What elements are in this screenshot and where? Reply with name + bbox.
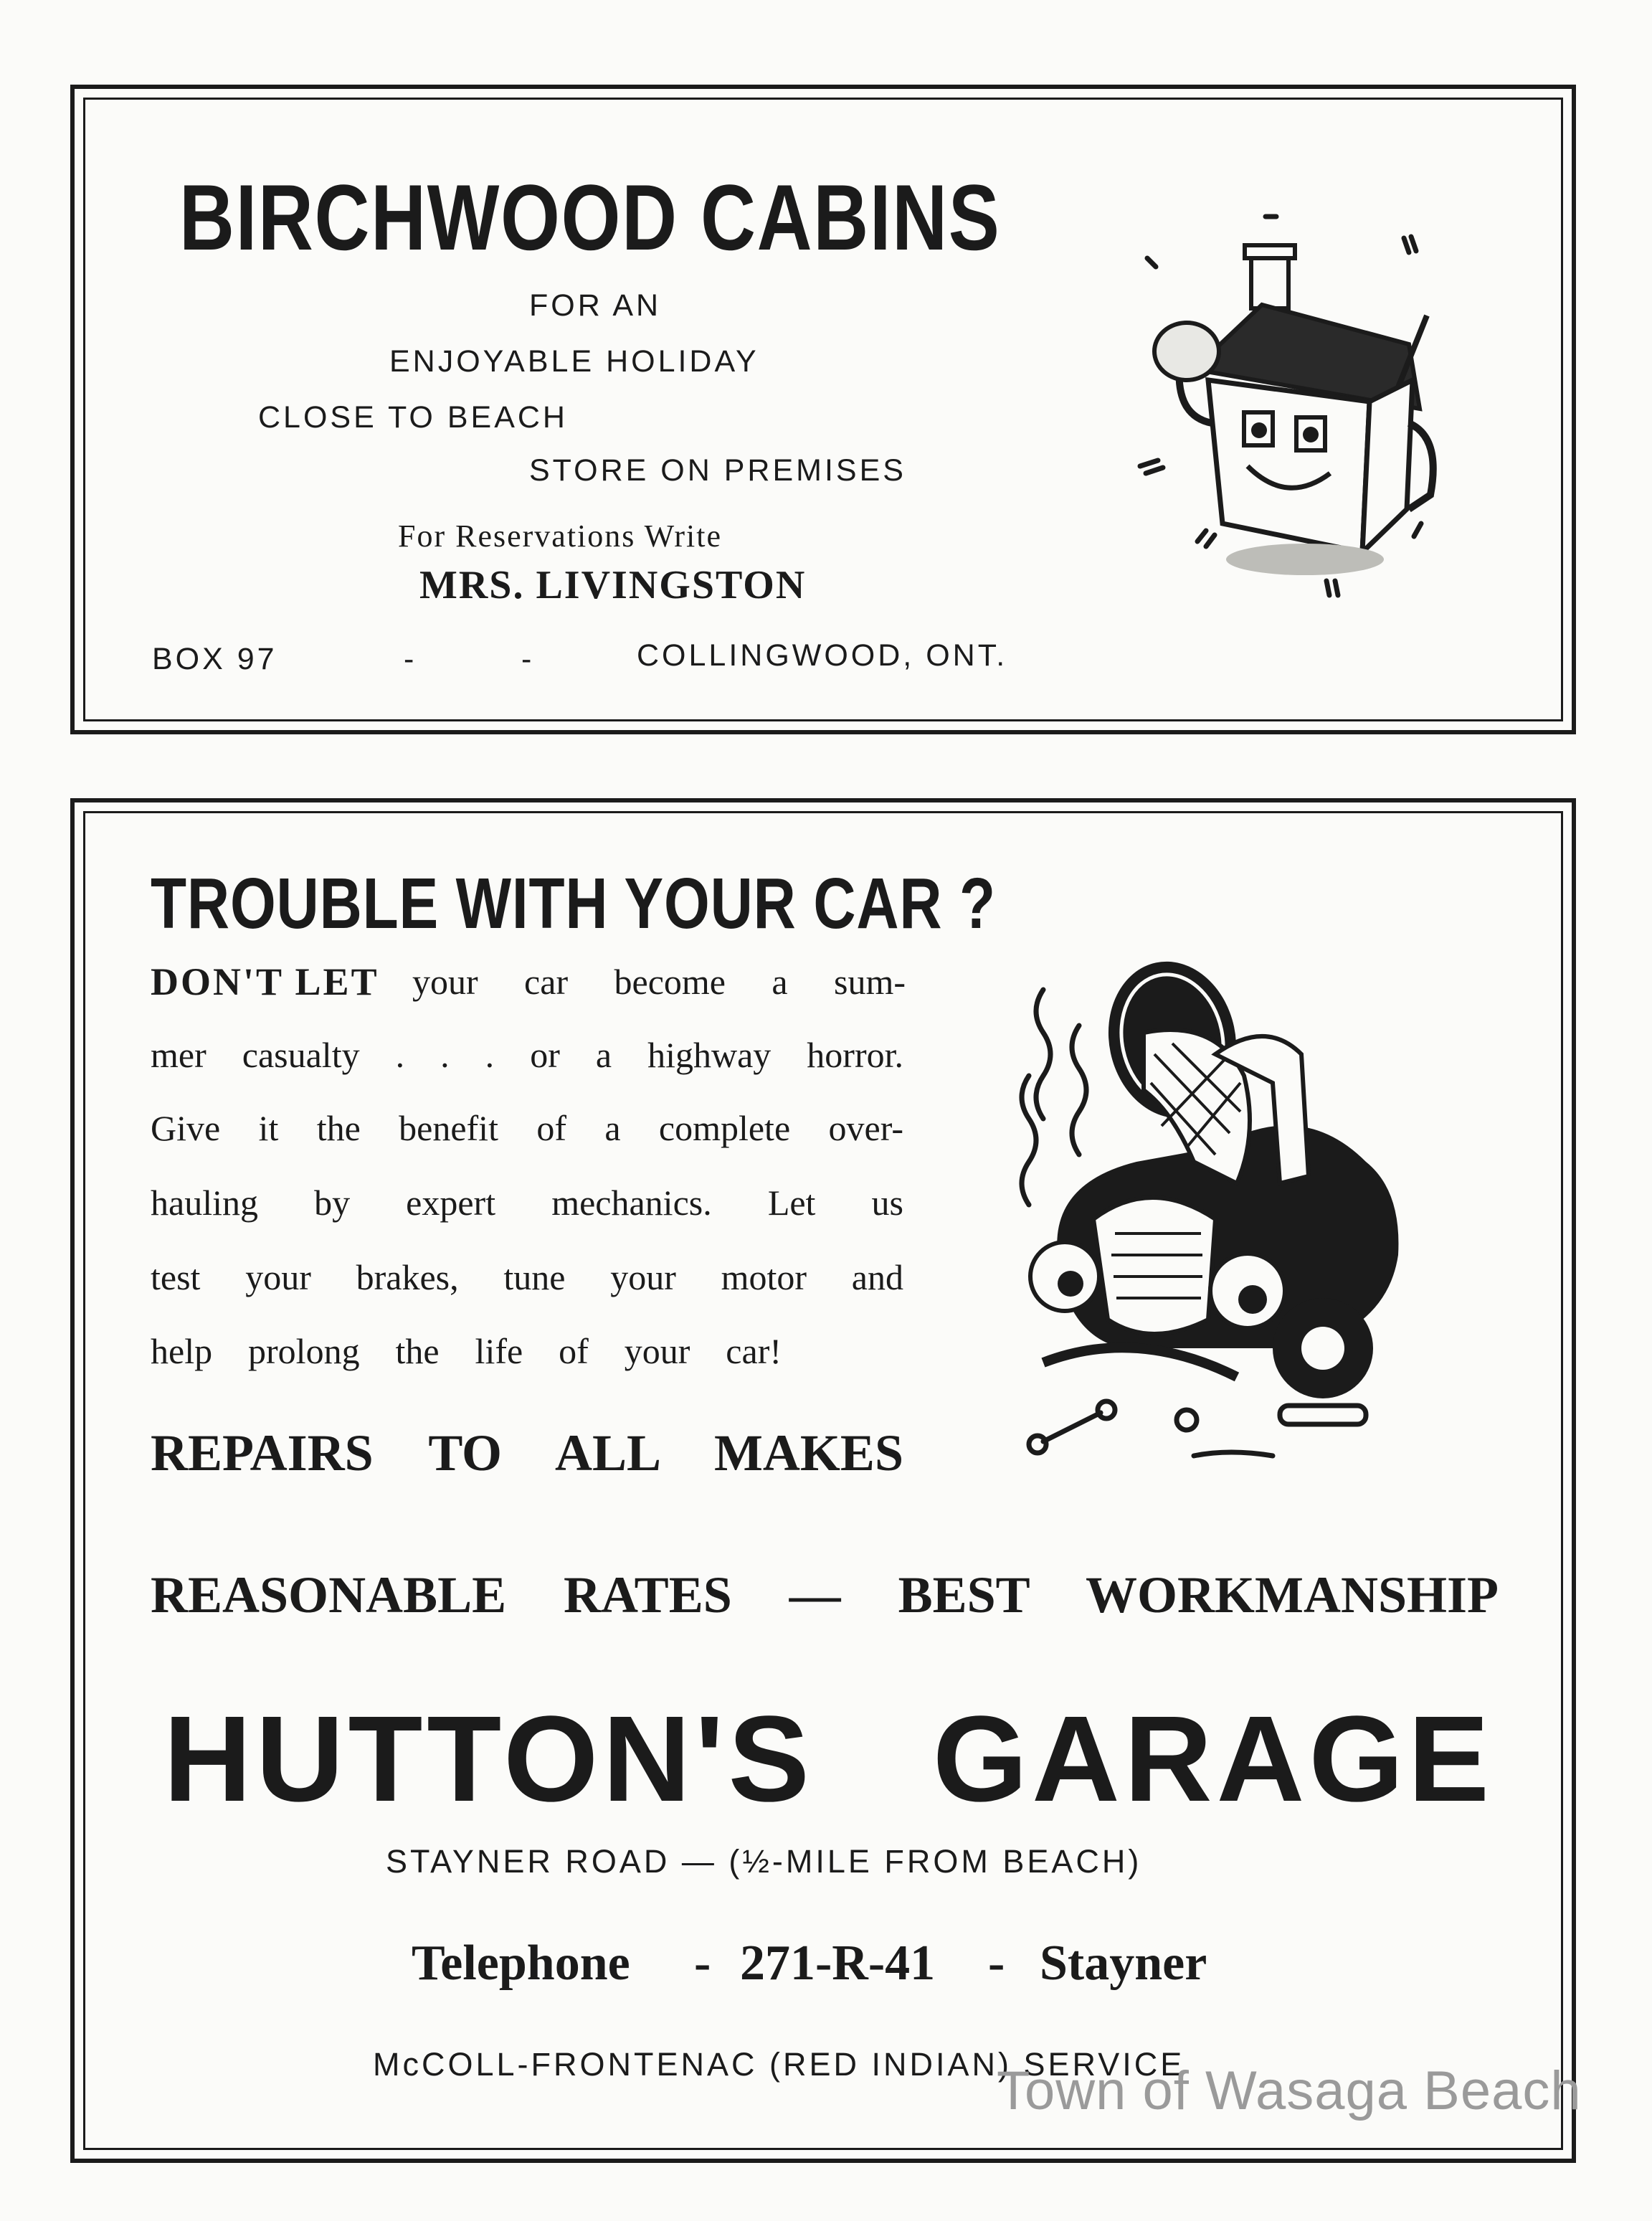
birchwood-dash-1: - [404,642,417,676]
birchwood-title: BIRCHWOOD CABINS [179,165,1001,270]
hutton-body-line-4: hauling by expert mechanics. Let us [151,1183,903,1223]
hutton-body-line-5: test your brakes, tune your motor and [151,1257,903,1297]
hutton-business-name: HUTTON'S GARAGE [163,1691,1494,1827]
birchwood-line-3: CLOSE TO BEACH [258,400,568,435]
hutton-address: STAYNER ROAD — (½-MILE FROM BEACH) [386,1843,1142,1880]
watermark: Town of Wasaga Beach [997,2060,1582,2121]
birchwood-box: BOX 97 [152,642,277,676]
cartoon-house-illustration [1126,208,1463,610]
hutton-repairs: REPAIRS TO ALL MAKES [151,1424,903,1482]
hutton-telephone-town: Stayner [1040,1936,1207,1991]
birchwood-city: COLLINGWOOD, ONT. [637,638,1008,673]
hutton-telephone-sep-1: - [694,1936,711,1991]
hutton-telephone-sep-2: - [988,1936,1005,1991]
hutton-telephone-label: Telephone [412,1936,630,1991]
hutton-lead: DON'T LET [151,960,379,1003]
birchwood-line-4: STORE ON PREMISES [529,453,906,488]
birchwood-reservations: For Reservations Write [398,518,723,554]
birchwood-line-1: FOR AN [529,288,662,323]
birchwood-line-2: ENJOYABLE HOLIDAY [389,344,759,379]
hutton-slogan: REASONABLE RATES — BEST WORKMANSHIP [151,1566,1499,1624]
hutton-body-line-3: Give it the benefit of a complete over- [151,1108,903,1148]
birchwood-dash-2: - [521,642,535,676]
mechanic-car-illustration [1000,947,1459,1463]
hutton-telephone-number: 271-R-41 [740,1936,936,1991]
hutton-body-line-1: your car become a sum- [412,962,906,1002]
hutton-headline: TROUBLE WITH YOUR CAR ? [151,863,996,944]
hutton-body-line-2: mer casualty . . . or a highway horror. [151,1035,903,1075]
hutton-service: McCOLL-FRONTENAC (RED INDIAN) SERVICE [373,2046,1185,2083]
birchwood-contact: MRS. LIVINGSTON [419,563,807,607]
hutton-body-line-6: help prolong the life of your car! [151,1331,782,1371]
